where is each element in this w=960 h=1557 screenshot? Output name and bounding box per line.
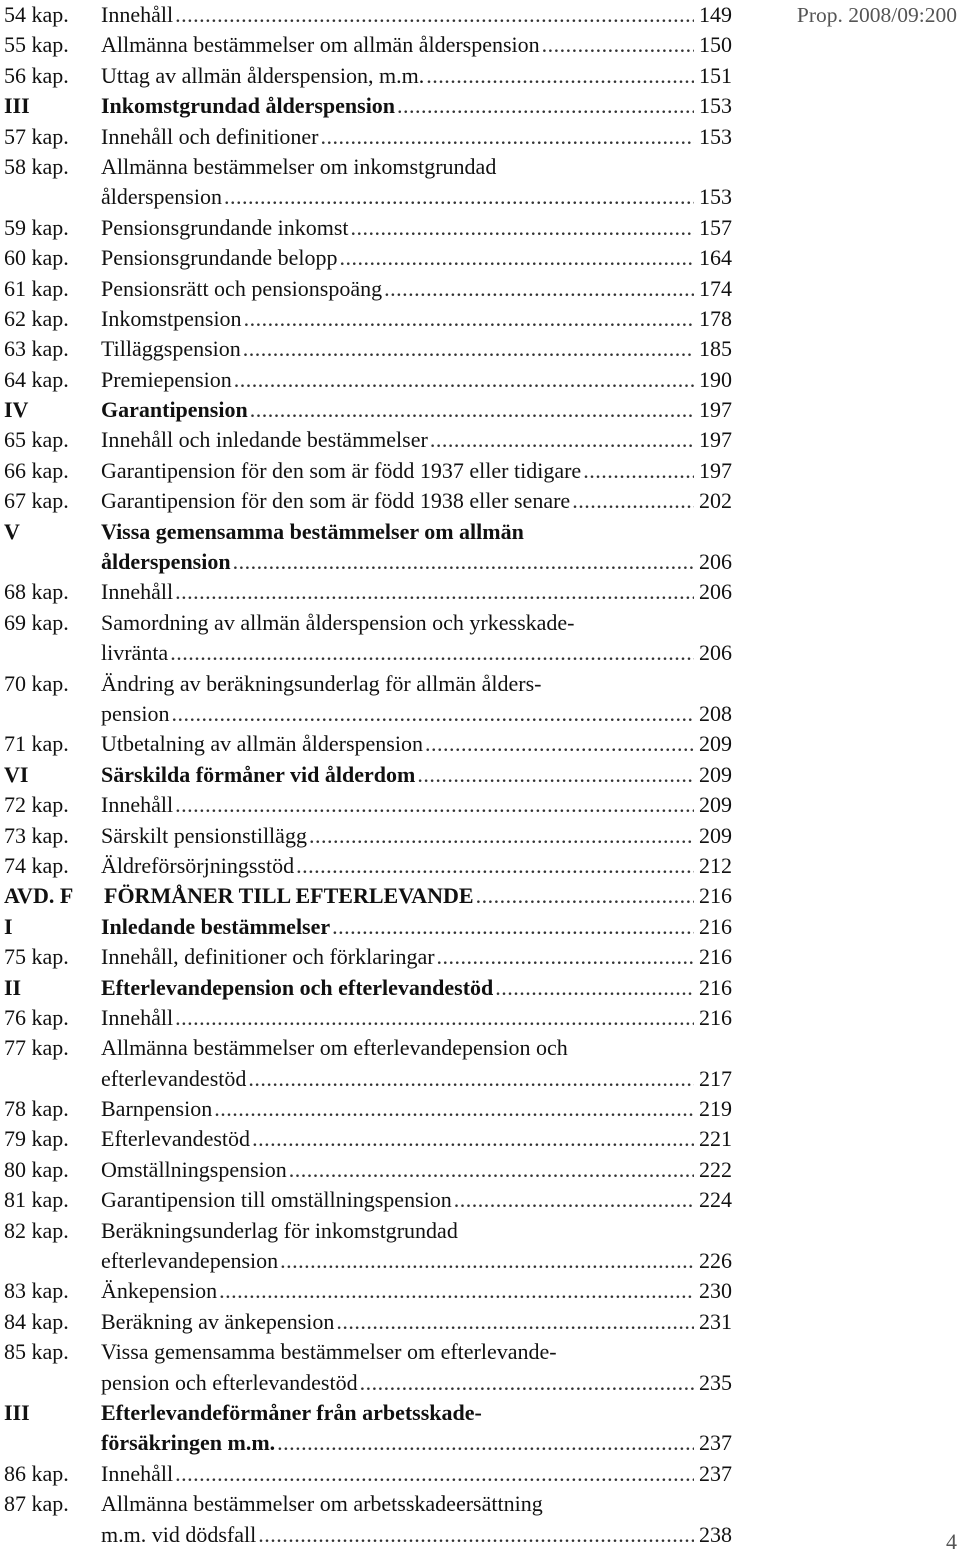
- dot-leader: [476, 881, 694, 911]
- toc-entry-title: Särskilt pensionstillägg: [101, 821, 307, 851]
- toc-entry-label: 73 kap.: [4, 822, 69, 848]
- toc-entry-page: 153: [699, 184, 732, 210]
- toc-entry-page: 224: [699, 1187, 732, 1213]
- toc-entry-title: Innehåll: [101, 790, 173, 820]
- toc-entry-label: 76 kap.: [4, 1004, 69, 1030]
- toc-entry-label: 60 kap.: [4, 245, 69, 271]
- toc-entry-title: Garantipension: [101, 395, 248, 425]
- toc-entry-line: [4, 456, 732, 486]
- toc-entry-line: [4, 152, 732, 182]
- toc-entry-label: I: [4, 913, 13, 939]
- toc-entry-line: [4, 61, 732, 91]
- toc-entry-page: 237: [699, 1430, 732, 1456]
- toc-entry-title: Allmänna bestämmelser om allmän ålderspension: [101, 30, 540, 60]
- toc-entry-page: 238: [699, 1521, 732, 1547]
- toc-entry-page: 197: [699, 457, 732, 483]
- toc-entry-label: 64 kap.: [4, 366, 69, 392]
- dot-leader: [397, 91, 694, 121]
- toc-entry-page: 164: [699, 245, 732, 271]
- toc-entry-title: Tilläggspension: [101, 334, 241, 364]
- toc-entry-page: 206: [699, 549, 732, 575]
- toc-entry-line: [4, 790, 732, 820]
- toc-entry-label: V: [4, 518, 20, 544]
- page-number: 4: [946, 1529, 957, 1554]
- toc-entry-line: [4, 669, 732, 699]
- toc-entry-title: Omställningspension: [101, 1155, 287, 1185]
- toc-entry-line: [4, 334, 732, 364]
- toc-entry-line: [4, 1216, 732, 1246]
- toc-entry-page: 217: [699, 1065, 732, 1091]
- dot-leader: [417, 760, 694, 790]
- toc-entry-title: Inledande bestämmelser: [101, 912, 330, 942]
- toc-entry-line: [4, 1307, 732, 1337]
- toc-entry-page: 226: [699, 1248, 732, 1274]
- toc-entry-title: försäkringen m.m.: [101, 1428, 275, 1458]
- toc-entry-page: 197: [699, 427, 732, 453]
- toc-entry-label: 83 kap.: [4, 1278, 69, 1304]
- toc-entry-title: m.m. vid dödsfall: [101, 1520, 256, 1550]
- toc-entry-line: [4, 1003, 732, 1033]
- dot-leader: [244, 304, 694, 334]
- toc-entry-title: Pensionsgrundande belopp: [101, 243, 337, 273]
- toc-entry-page: 190: [699, 366, 732, 392]
- toc-entry-page: 208: [699, 700, 732, 726]
- toc-entry-label: 62 kap.: [4, 305, 69, 331]
- toc-entry-label: 85 kap.: [4, 1339, 69, 1365]
- dot-leader: [252, 1124, 694, 1154]
- dot-leader: [320, 122, 694, 152]
- dot-leader: [175, 790, 694, 820]
- toc-entry-label: AVD. F: [4, 883, 74, 909]
- document-reference: Prop. 2008/09:200: [796, 3, 957, 27]
- toc-entry-line: [4, 395, 732, 425]
- toc-entry-page: 216: [699, 974, 732, 1000]
- toc-entry-title: Garantipension för den som är född 1938 eller senare: [101, 486, 570, 516]
- toc-entry-page: 150: [699, 32, 732, 58]
- toc-entry-page: 206: [699, 640, 732, 666]
- toc-entry-page: 157: [699, 214, 732, 240]
- toc-entry-line: [4, 729, 732, 759]
- toc-entry-line: [4, 274, 732, 304]
- toc-entry-line: [4, 91, 732, 121]
- dot-leader: [175, 1003, 694, 1033]
- dot-leader: [572, 486, 694, 516]
- toc-entry-title: livränta: [101, 638, 168, 668]
- toc-entry-page: 230: [699, 1278, 732, 1304]
- toc-entry-title: Efterlevandeförmåner från arbetsskade-: [101, 1399, 482, 1425]
- toc-entry-line: [4, 182, 732, 212]
- toc-entry-label: 54 kap.: [4, 2, 69, 27]
- toc-entry-line: [4, 1398, 732, 1428]
- toc-entry-line: [4, 1155, 732, 1185]
- dot-leader: [250, 395, 694, 425]
- toc-entry-line: [4, 304, 732, 334]
- toc-entry-page: 202: [699, 488, 732, 514]
- toc-entry-title: Garantipension för den som är född 1937 eller tidigare: [101, 456, 581, 486]
- toc-entry-label: 74 kap.: [4, 852, 69, 878]
- dot-leader: [296, 851, 694, 881]
- toc-entry-line: [4, 1520, 732, 1550]
- toc-entry-label: 71 kap.: [4, 731, 69, 757]
- toc-entry-page: 209: [699, 822, 732, 848]
- toc-entry-label: 63 kap.: [4, 336, 69, 362]
- toc-entry-line: [4, 243, 732, 273]
- toc-entry-label: 84 kap.: [4, 1308, 69, 1334]
- toc-entry-line: [4, 1276, 732, 1306]
- dot-leader: [175, 577, 694, 607]
- dot-leader: [175, 0, 694, 30]
- toc-entry-line: [4, 486, 732, 516]
- toc-entry-title: Ändring av beräkningsunderlag för allmän ålders-: [101, 670, 542, 696]
- toc-entry-page: 222: [699, 1156, 732, 1182]
- dot-leader: [170, 638, 694, 668]
- toc-entry-label: 61 kap.: [4, 275, 69, 301]
- toc-entry-line: [4, 851, 732, 881]
- toc-entry-page: 174: [699, 275, 732, 301]
- toc-entry-title: Inkomstpension: [101, 304, 242, 334]
- toc-entry-line: [4, 638, 732, 668]
- toc-entry-label: 87 kap.: [4, 1491, 69, 1517]
- dot-leader: [425, 729, 694, 759]
- dot-leader: [542, 30, 694, 60]
- toc-entry-title: Allmänna bestämmelser om efterlevandepension och: [101, 1035, 568, 1061]
- toc-entry-line: [4, 122, 732, 152]
- toc-entry-title: Samordning av allmän ålderspension och yrkesskade-: [101, 609, 575, 635]
- toc-entry-title: Allmänna bestämmelser om arbetsskadeersättning: [101, 1491, 543, 1517]
- toc-entry-line: [4, 1185, 732, 1215]
- toc-entry-line: [4, 30, 732, 60]
- toc-entry-label: 77 kap.: [4, 1035, 69, 1061]
- toc-entry-label: 68 kap.: [4, 579, 69, 605]
- toc-entry-title: Garantipension till omställningspension: [101, 1185, 452, 1215]
- dot-leader: [214, 1094, 694, 1124]
- toc-entry-label: III: [4, 1399, 30, 1425]
- dot-leader: [224, 182, 694, 212]
- toc-entry-title: Innehåll: [101, 0, 173, 30]
- dot-leader: [289, 1155, 694, 1185]
- toc-entry-label: 70 kap.: [4, 670, 69, 696]
- toc-entry-page: 149: [699, 2, 732, 27]
- toc-entry-page: 153: [699, 123, 732, 149]
- toc-entry-line: [4, 577, 732, 607]
- dot-leader: [384, 274, 694, 304]
- toc-entry-page: 221: [699, 1126, 732, 1152]
- toc-entry-title: Särskilda förmåner vid ålderdom: [101, 760, 415, 790]
- toc-entry-page: 219: [699, 1096, 732, 1122]
- toc-entry-title: Beräkningsunderlag för inkomstgrundad: [101, 1217, 458, 1243]
- toc-entry-page: 212: [699, 852, 732, 878]
- dot-leader: [437, 942, 694, 972]
- toc-entry-page: 178: [699, 305, 732, 331]
- toc-entry-page: 209: [699, 792, 732, 818]
- table-of-contents: [4, 0, 732, 1550]
- toc-entry-title: ålderspension: [101, 547, 231, 577]
- toc-entry-title: Innehåll: [101, 1003, 173, 1033]
- toc-entry-page: 185: [699, 336, 732, 362]
- toc-entry-title: Innehåll och inledande bestämmelser: [101, 425, 428, 455]
- toc-entry-title: Efterlevandepension och efterlevandestöd: [101, 973, 493, 1003]
- toc-entry-label: 66 kap.: [4, 457, 69, 483]
- dot-leader: [339, 243, 694, 273]
- toc-entry-title: Efterlevandestöd: [101, 1124, 250, 1154]
- toc-entry-label: 75 kap.: [4, 944, 69, 970]
- toc-entry-label: 55 kap.: [4, 32, 69, 58]
- toc-entry-title: efterlevandepension: [101, 1246, 278, 1276]
- toc-entry-line: [4, 1428, 732, 1458]
- toc-entry-line: [4, 821, 732, 851]
- dot-leader: [351, 213, 695, 243]
- toc-entry-line: [4, 881, 732, 911]
- toc-entry-line: [4, 912, 732, 942]
- toc-entry-line: [4, 517, 732, 547]
- toc-entry-label: III: [4, 93, 30, 119]
- toc-entry-label: 80 kap.: [4, 1156, 69, 1182]
- toc-entry-title: Innehåll: [101, 577, 173, 607]
- toc-entry-label: II: [4, 974, 22, 1000]
- toc-entry-label: 78 kap.: [4, 1096, 69, 1122]
- toc-entry-label: 58 kap.: [4, 153, 69, 179]
- dot-leader: [360, 1368, 694, 1398]
- toc-entry-page: 237: [699, 1460, 732, 1486]
- dot-leader: [426, 61, 694, 91]
- toc-entry-title: Pensionsgrundande inkomst: [101, 213, 349, 243]
- toc-entry-label: 72 kap.: [4, 792, 69, 818]
- toc-entry-label: 79 kap.: [4, 1126, 69, 1152]
- toc-entry-line: [4, 973, 732, 1003]
- dot-leader: [454, 1185, 694, 1215]
- toc-entry-line: [4, 608, 732, 638]
- toc-entry-label: 81 kap.: [4, 1187, 69, 1213]
- toc-entry-line: [4, 1064, 732, 1094]
- toc-entry-title: Innehåll och definitioner: [101, 122, 318, 152]
- toc-entry-line: [4, 760, 732, 790]
- dot-leader: [277, 1428, 694, 1458]
- toc-entry-title: Innehåll, definitioner och förklaringar: [101, 942, 435, 972]
- toc-entry-line: [4, 547, 732, 577]
- toc-entry-title: Vissa gemensamma bestämmelser om efterlevande-: [101, 1339, 557, 1365]
- dot-leader: [280, 1246, 694, 1276]
- toc-entry-label: 59 kap.: [4, 214, 69, 240]
- toc-entry-page: 197: [699, 397, 732, 423]
- toc-entry-line: [4, 1368, 732, 1398]
- toc-entry-line: [4, 1459, 732, 1489]
- toc-entry-label: 82 kap.: [4, 1217, 69, 1243]
- toc-entry-title: Änkepension: [101, 1276, 217, 1306]
- toc-entry-page: 216: [699, 944, 732, 970]
- toc-entry-title: Beräkning av änkepension: [101, 1307, 334, 1337]
- toc-entry-line: [4, 213, 732, 243]
- toc-entry-page: 206: [699, 579, 732, 605]
- toc-entry-line: [4, 0, 732, 30]
- toc-entry-title: Äldreförsörjningsstöd: [101, 851, 294, 881]
- dot-leader: [171, 699, 694, 729]
- toc-entry-title: Utbetalning av allmän ålderspension: [101, 729, 423, 759]
- dot-leader: [175, 1459, 694, 1489]
- toc-entry-label: 65 kap.: [4, 427, 69, 453]
- toc-entry-page: 216: [699, 913, 732, 939]
- toc-entry-label: 67 kap.: [4, 488, 69, 514]
- toc-entry-title: pension: [101, 699, 169, 729]
- toc-entry-label: VI: [4, 761, 29, 787]
- toc-entry-title: Vissa gemensamma bestämmelser om allmän: [101, 518, 524, 544]
- dot-leader: [219, 1276, 694, 1306]
- toc-entry-title: ålderspension: [101, 182, 222, 212]
- dot-leader: [430, 425, 694, 455]
- toc-entry-page: 216: [699, 883, 732, 909]
- dot-leader: [248, 1064, 694, 1094]
- toc-entry-line: [4, 942, 732, 972]
- dot-leader: [336, 1307, 694, 1337]
- toc-entry-line: [4, 1033, 732, 1063]
- toc-entry-title: Allmänna bestämmelser om inkomstgrundad: [101, 153, 497, 179]
- toc-entry-title: Barnpension: [101, 1094, 212, 1124]
- dot-leader: [332, 912, 694, 942]
- toc-entry-label: 86 kap.: [4, 1460, 69, 1486]
- toc-entry-label: 69 kap.: [4, 609, 69, 635]
- toc-entry-title: Uttag av allmän ålderspension, m.m.: [101, 61, 424, 91]
- toc-entry-page: 209: [699, 761, 732, 787]
- toc-entry-line: [4, 1124, 732, 1154]
- toc-entry-page: 216: [699, 1004, 732, 1030]
- dot-leader: [583, 456, 694, 486]
- toc-entry-title: pension och efterlevandestöd: [101, 1368, 358, 1398]
- toc-entry-page: 153: [699, 93, 732, 119]
- toc-entry-label: 57 kap.: [4, 123, 69, 149]
- toc-entry-title: Inkomstgrundad ålderspension: [101, 91, 395, 121]
- toc-entry-label: IV: [4, 397, 29, 423]
- dot-leader: [258, 1520, 694, 1550]
- dot-leader: [233, 547, 694, 577]
- dot-leader: [309, 821, 694, 851]
- toc-entry-page: 151: [699, 62, 732, 88]
- toc-entry-page: 235: [699, 1369, 732, 1395]
- toc-entry-line: [4, 1246, 732, 1276]
- toc-entry-title: FÖRMÅNER TILL EFTERLEVANDE: [104, 881, 474, 911]
- toc-entry-title: efterlevandestöd: [101, 1064, 246, 1094]
- dot-leader: [243, 334, 694, 364]
- toc-entry-line: [4, 365, 732, 395]
- toc-entry-line: [4, 1489, 732, 1519]
- toc-entry-page: 231: [699, 1308, 732, 1334]
- dot-leader: [495, 973, 694, 1003]
- toc-entry-title: Innehåll: [101, 1459, 173, 1489]
- toc-entry-title: Pensionsrätt och pensionspoäng: [101, 274, 382, 304]
- toc-entry-line: [4, 699, 732, 729]
- toc-entry-title: Premiepension: [101, 365, 232, 395]
- toc-entry-page: 209: [699, 731, 732, 757]
- toc-entry-label: 56 kap.: [4, 62, 69, 88]
- toc-entry-line: [4, 425, 732, 455]
- dot-leader: [234, 365, 694, 395]
- toc-entry-line: [4, 1337, 732, 1367]
- toc-entry-line: [4, 1094, 732, 1124]
